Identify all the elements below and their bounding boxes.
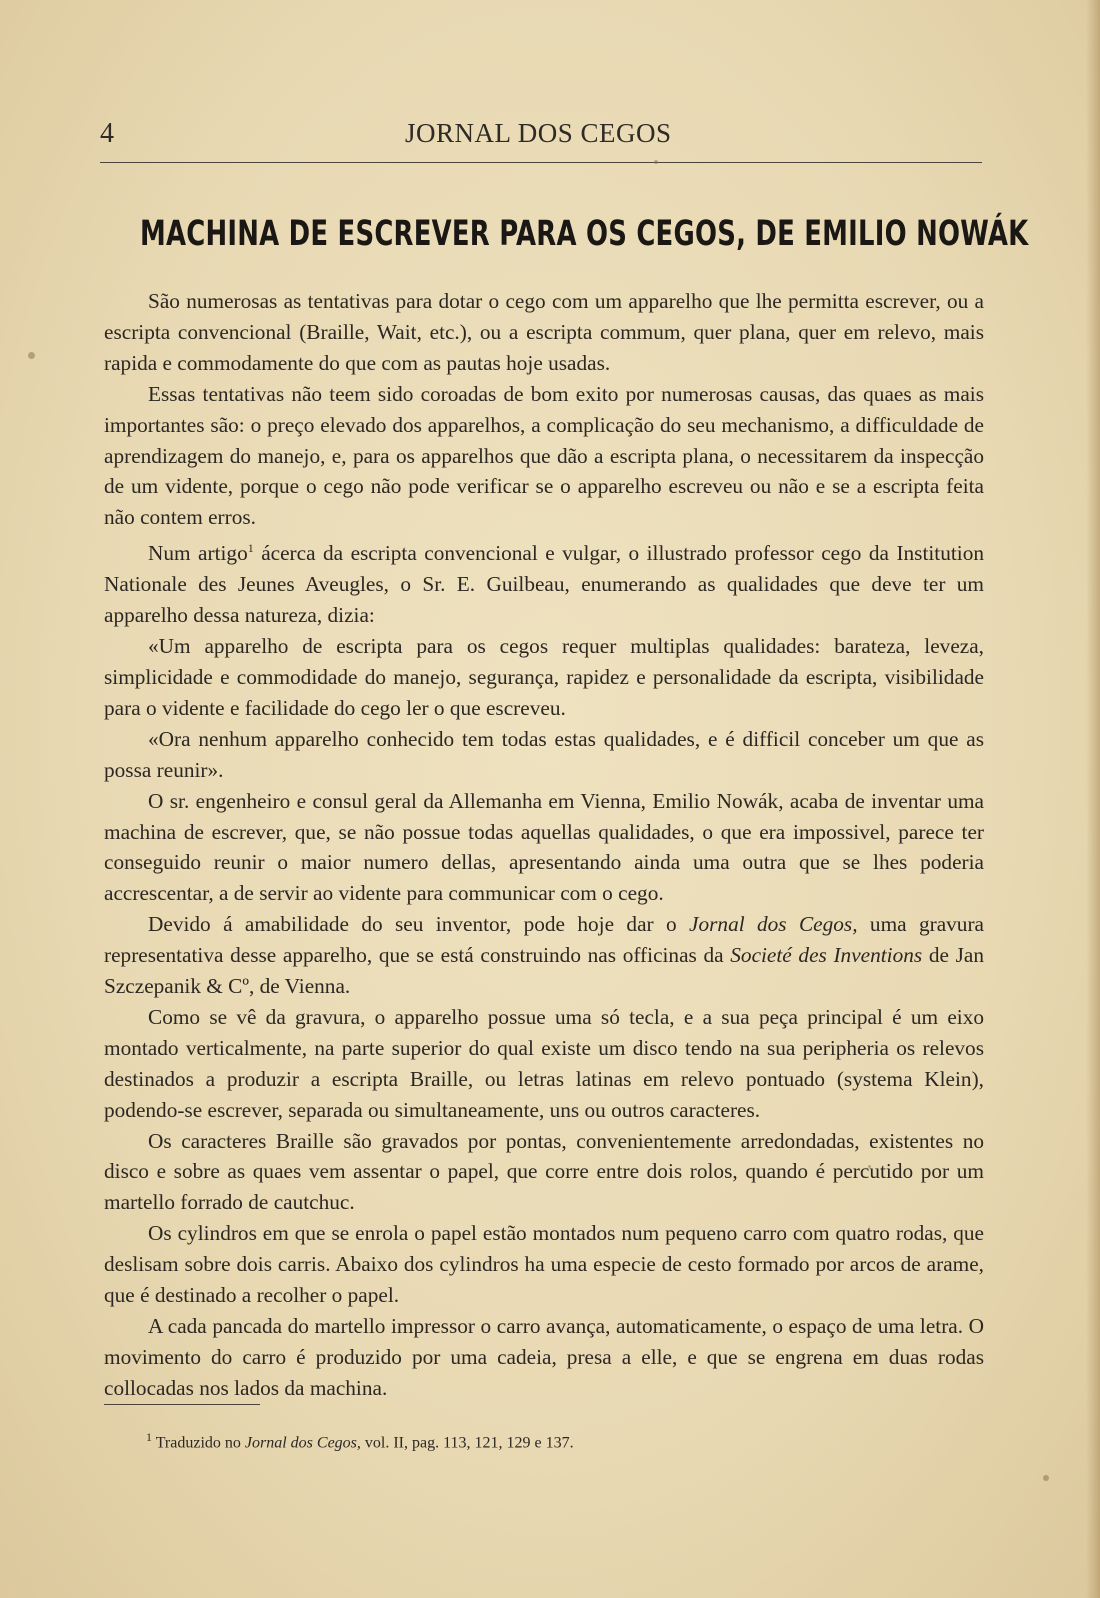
quote-paragraph: «Um apparelho de escripta para os cegos requer multiplas qualidades: barateza, leveza, simplicidade e commodidade do manejo, segurança, rapidez e personalidade da escripta, visibilidade para o vidente e facilidade do cego ler o que escreveu. [104,634,984,720]
quote-paragraph: «Ora nenhum apparelho conhecido tem todas estas qualidades, e é difficil conceber um que as possa reunir». [104,726,984,782]
page-edge-shadow [1086,0,1100,1598]
footnote-rule [104,1404,260,1405]
footnote [146,1430,846,1452]
journal-name: Jornal dos Cegos, [689,912,858,937]
text-run: vol. II, pag. 113, 121, 129 e 137. [360,1434,574,1452]
paragraph: Os caracteres Braille são gravados por pontas, convenientemente arredondadas, existentes no disco e sobre as quaes vem assentar o papel, que corre entre dois rolos, quando é percutido por um martello forrado de cautchuc. [104,1128,984,1215]
article-body [104,286,984,1404]
text-run: ácerca da escripta convencional e vulgar, o illustrado professor cego da Institution Nationale des Jeunes Aveugles, o Sr. E. Guilbeau, enumerando as qualidades que deve ter um apparelho dessa natureza, dizia: [104,541,985,628]
text-run: Traduzido no [152,1434,245,1452]
text-run: Num artigo [148,541,248,566]
footnote-marker: 1 [247,541,254,556]
page-header [100,118,980,158]
paragraph: Os cylindros em que se enrola o papel estão montados num pequeno carro com quatro rodas, que deslisam sobre dois carris. Abaixo dos cylindros ha uma especie de cesto formado por arcos de arame, que é destinado a recolher o papel. [104,1221,984,1308]
paragraph: A cada pancada do martello impressor o carro avança, automaticamente, o espaço de uma letra. O movimento do carro é produzido por uma cadeia, presa a elle, e que se engrena em duas rodas collocadas nos lados da machina. [104,1314,984,1400]
company-name: Societé des Inventions [730,943,923,968]
paragraph: O sr. engenheiro e consul geral da Allemanha em Vienna, Emilio Nowák, acaba de inventar uma machina de escrever, que, se não possue todas aquellas qualidades, o que era impossivel, parece ter conseguido reunir o maior numero dellas, apresentando ainda uma outra que se lhes poderia accrescentar, a de servir ao vidente para communicar com o cego. [104,788,984,906]
footnote-marker: 1 [146,1430,152,1444]
article-title: MACHINA DE ESCREVER PARA OS CEGOS, DE EMILIO NOWÁK [140,214,1029,254]
paragraph: São numerosas as tentativas para dotar o cego com um apparelho que lhe permitta escrever, ou a escripta convencional (Braille, Wait, etc.), ou a escripta commum, quer plana, quer em relevo, mais rapida e commodamente do que com as pautas hoje usadas. [104,289,984,375]
paragraph: Essas tentativas não teem sido coroadas de bom exito por numerosas causas, das quaes as mais importantes são: o preço elevado dos apparelhos, a complicação do seu mechanismo, a difficuldade de aprendizagem do manejo, e, para os apparelhos que dão a escripta plana, o necessitarem da inspecção de um vidente, porque o cego não pode verificar se o apparelho escreveu ou não e se a escripta feita não contem erros. [104,381,984,530]
text-run: Devido á amabilidade do seu inventor, pode hoje dar o [148,912,690,937]
text-run: uma gravura representativa desse apparelho, que se está construindo nas officinas da [104,912,985,968]
paragraph [104,533,984,631]
paper-speck [28,352,35,359]
paragraph: Como se vê da gravura, o apparelho possue uma só tecla, e a sua peça principal é um eixo montado verticalmente, na parte superior do qual existe um disco tendo na sua peripheria os relevos destinados a produzir a escripta Braille, ou letras latinas em relevo pontuado (systema Klein), podendo-se escrever, separada ou simultaneamente, uns ou outros caracteres. [104,1004,984,1122]
header-rule [100,162,982,163]
paper-speck [868,1165,871,1168]
paper-speck [654,160,658,164]
text-run: de Jan Szczepanik & Cº, de Vienna. [104,943,985,999]
page-number: 4 [100,118,114,149]
running-title: JORNAL DOS CEGOS [405,118,672,148]
journal-name: Jornal dos Cegos, [244,1434,361,1452]
paper-speck [1043,1475,1049,1481]
paragraph [104,909,984,1002]
